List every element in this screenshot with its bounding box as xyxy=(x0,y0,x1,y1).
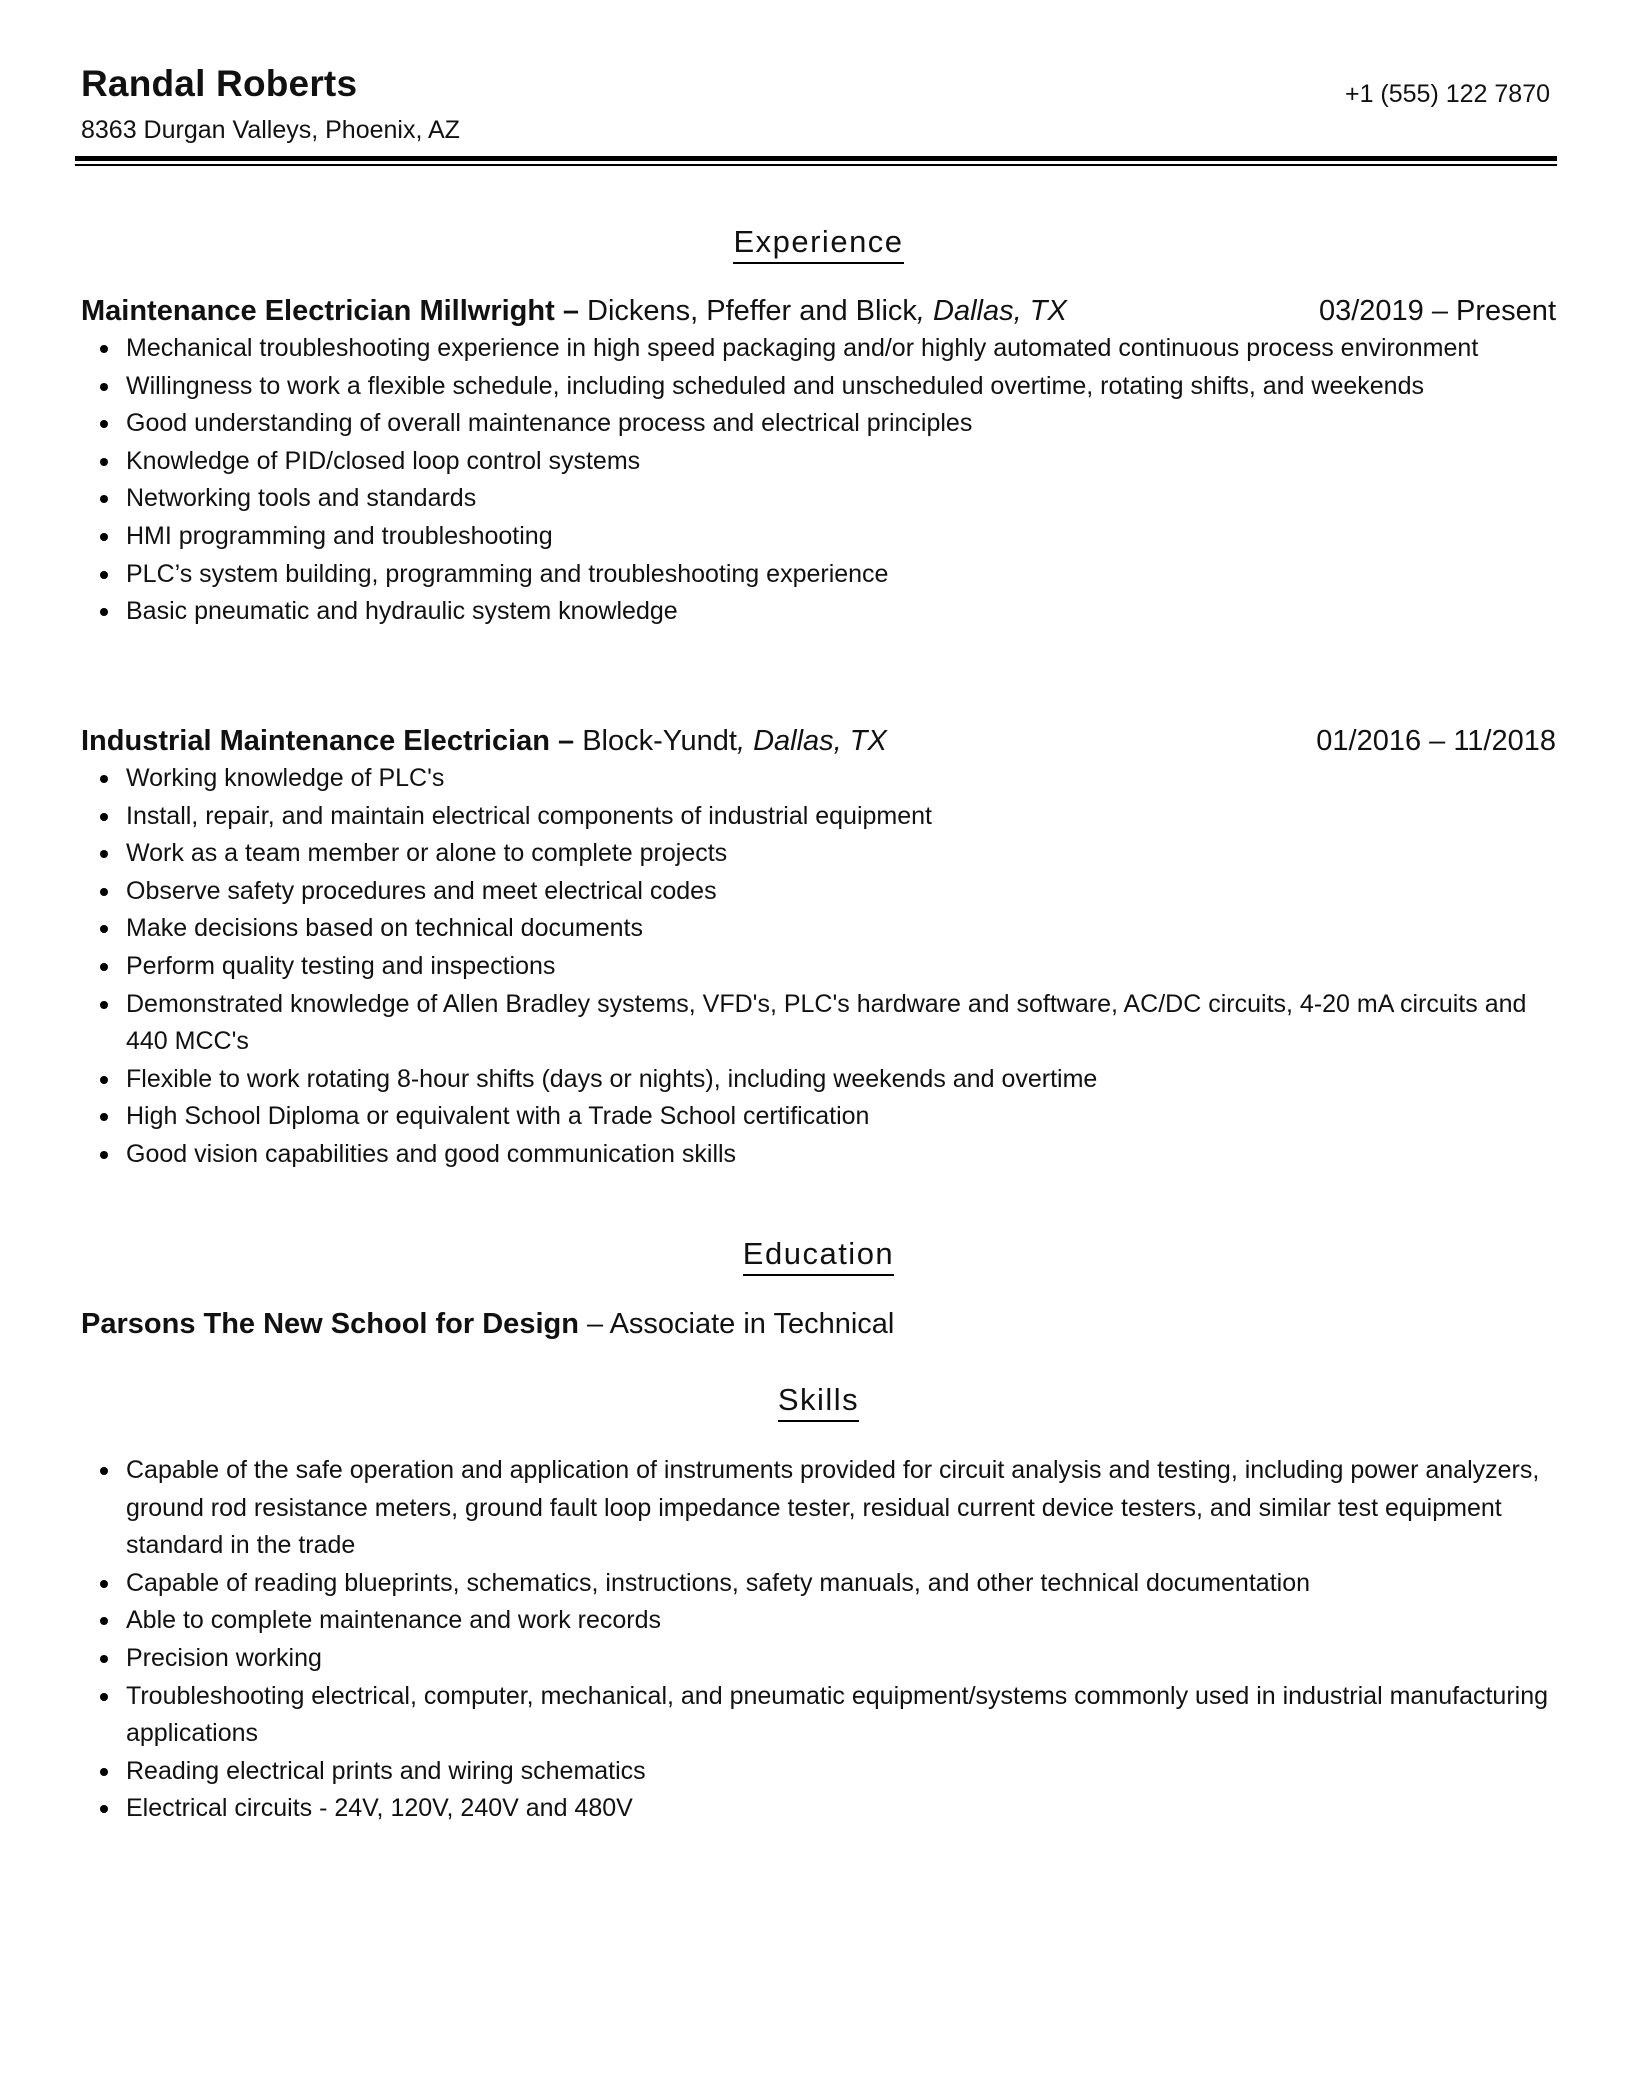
bullet-dot xyxy=(100,1151,108,1159)
bullet-text: Networking tools and standards xyxy=(126,484,477,513)
candidate-phone: +1 (555) 122 7870 xyxy=(1344,80,1550,108)
list-item xyxy=(81,1452,1556,1565)
education-heading: Education xyxy=(743,1236,894,1276)
skill-text: Reading electrical prints and wiring schematics xyxy=(126,1756,646,1785)
bullet-dot xyxy=(100,458,108,466)
bullet-text: Good understanding of overall maintenance process and electrical principles xyxy=(126,409,973,438)
bullet-text: Install, repair, and maintain electrical components of industrial equipment xyxy=(126,801,932,830)
bullet-dot xyxy=(100,1113,108,1121)
skill-text: Capable of the safe operation and application of instruments provided for circuit analysis and testing, including power analyzers, ground rod resistance meters, ground fault loop impedance tester, residual current device testers, and similar test equipment standard in the trade xyxy=(126,1456,1540,1560)
list-item xyxy=(81,593,1556,631)
job-company: Dickens, Pfeffer and Blick xyxy=(578,295,917,327)
education-entry xyxy=(81,1305,894,1343)
skills-heading-wrap xyxy=(81,1382,1556,1422)
bullet-text: Mechanical troubleshooting experience in high speed packaging and/or highly automated continuous process environment xyxy=(126,334,1479,362)
bullet-dot xyxy=(100,775,108,783)
bullet-dot xyxy=(100,850,108,858)
skill-text: Troubleshooting electrical, computer, mechanical, and pneumatic equipment/systems commonly used in industrial manufacturing applications xyxy=(126,1681,1549,1748)
bullet-dot xyxy=(100,420,108,428)
education-school: Parsons The New School for Design xyxy=(81,1308,579,1340)
bullet-dot xyxy=(100,963,108,971)
bullet-dot xyxy=(100,1805,108,1813)
list-item xyxy=(81,986,1556,1061)
bullet-dot xyxy=(100,1768,108,1776)
job-dates: 01/2016 – 11/2018 xyxy=(1316,725,1556,757)
bullet-dot xyxy=(100,571,108,579)
bullet-dot xyxy=(100,495,108,503)
skill-text: Precision working xyxy=(126,1643,322,1672)
job-dates: 03/2019 – Present xyxy=(1318,295,1556,327)
bullet-dot xyxy=(100,1655,108,1663)
list-item xyxy=(81,368,1556,406)
bullet-text: Working knowledge of PLC's xyxy=(126,764,445,792)
list-item xyxy=(81,443,1556,481)
candidate-name: Randal Roberts xyxy=(81,63,358,104)
list-item xyxy=(81,760,1556,798)
list-item xyxy=(81,480,1556,518)
resume-page xyxy=(81,0,1556,1823)
list-item xyxy=(81,405,1556,443)
skills-list-wrap xyxy=(81,1452,1556,1828)
list-item xyxy=(81,1678,1556,1753)
education-degree: – Associate in Technical xyxy=(578,1308,895,1340)
header-divider-thick xyxy=(75,156,1557,161)
job-entry xyxy=(81,292,1556,631)
skill-text: Electrical circuits - 24V, 120V, 240V and 480V xyxy=(126,1794,633,1823)
list-item xyxy=(81,1061,1556,1099)
job-location: , Dallas, TX xyxy=(916,295,1067,327)
job-entry xyxy=(81,722,1556,1174)
list-item xyxy=(81,1136,1556,1174)
bullet-dot xyxy=(100,813,108,821)
bullet-dot xyxy=(100,608,108,616)
list-item xyxy=(81,910,1556,948)
bullet-text: HMI programming and troubleshooting xyxy=(126,521,553,550)
candidate-address: 8363 Durgan Valleys, Phoenix, AZ xyxy=(81,116,460,144)
bullet-dot xyxy=(100,1001,108,1009)
skill-text: Able to complete maintenance and work records xyxy=(126,1606,662,1635)
experience-heading: Experience xyxy=(733,224,903,264)
skills-bullet-list xyxy=(81,1452,1556,1828)
bullet-text: High School Diploma or equivalent with a Trade School certification xyxy=(126,1102,870,1131)
job-location: , Dallas, TX xyxy=(736,725,887,757)
skills-heading: Skills xyxy=(778,1382,859,1422)
bullet-text: Work as a team member or alone to complete projects xyxy=(126,839,728,868)
list-item xyxy=(81,798,1556,836)
bullet-text: Perform quality testing and inspections xyxy=(126,951,556,980)
bullet-text: PLC’s system building, programming and troubleshooting experience xyxy=(126,559,889,588)
skill-text: Capable of reading blueprints, schematics, instructions, safety manuals, and other technical documentation xyxy=(126,1568,1310,1597)
education-heading-wrap xyxy=(81,1236,1556,1276)
list-item xyxy=(81,330,1556,368)
bullet-text: Observe safety procedures and meet electrical codes xyxy=(126,876,717,905)
bullet-text: Make decisions based on technical documents xyxy=(126,914,643,943)
job-title: Industrial Maintenance Electrician – xyxy=(81,725,575,757)
bullet-text: Flexible to work rotating 8-hour shifts (days or nights), including weekends and overtime xyxy=(126,1064,1098,1093)
bullet-text: Good vision capabilities and good communication skills xyxy=(126,1139,737,1168)
bullet-text: Willingness to work a flexible schedule, including scheduled and unscheduled overtime, rotating shifts, and weekends xyxy=(126,371,1424,400)
bullet-text: Knowledge of PID/closed loop control systems xyxy=(126,446,641,475)
list-item xyxy=(81,1640,1556,1678)
job-header xyxy=(81,292,1556,330)
job-title: Maintenance Electrician Millwright – xyxy=(81,295,579,327)
list-item xyxy=(81,518,1556,556)
bullet-dot xyxy=(100,1076,108,1084)
list-item xyxy=(81,556,1556,594)
bullet-dot xyxy=(100,383,108,391)
bullet-dot xyxy=(100,1693,108,1701)
bullet-text: Basic pneumatic and hydraulic system knowledge xyxy=(126,597,678,626)
list-item xyxy=(81,1098,1556,1136)
job-header xyxy=(81,722,1556,760)
resume-header xyxy=(81,0,1556,155)
bullet-dot xyxy=(100,925,108,933)
job-bullet-list xyxy=(81,330,1556,631)
bullet-dot xyxy=(100,1617,108,1625)
job-bullet-list xyxy=(81,760,1556,1174)
header-divider-thin xyxy=(75,164,1557,166)
bullet-dot xyxy=(100,888,108,896)
bullet-dot xyxy=(100,345,108,353)
list-item xyxy=(81,835,1556,873)
list-item xyxy=(81,1753,1556,1791)
experience-heading-wrap xyxy=(81,224,1556,264)
list-item xyxy=(81,1565,1556,1603)
bullet-dot xyxy=(100,1467,108,1475)
list-item xyxy=(81,1602,1556,1640)
bullet-text: Demonstrated knowledge of Allen Bradley systems, VFD's, PLC's hardware and software, AC/DC circuits, 4-20 mA circuits and 440 MCC's xyxy=(126,989,1527,1056)
job-company: Block-Yundt xyxy=(574,725,737,757)
list-item xyxy=(81,948,1556,986)
list-item xyxy=(81,1790,1556,1828)
bullet-dot xyxy=(100,533,108,541)
bullet-dot xyxy=(100,1580,108,1588)
list-item xyxy=(81,873,1556,911)
